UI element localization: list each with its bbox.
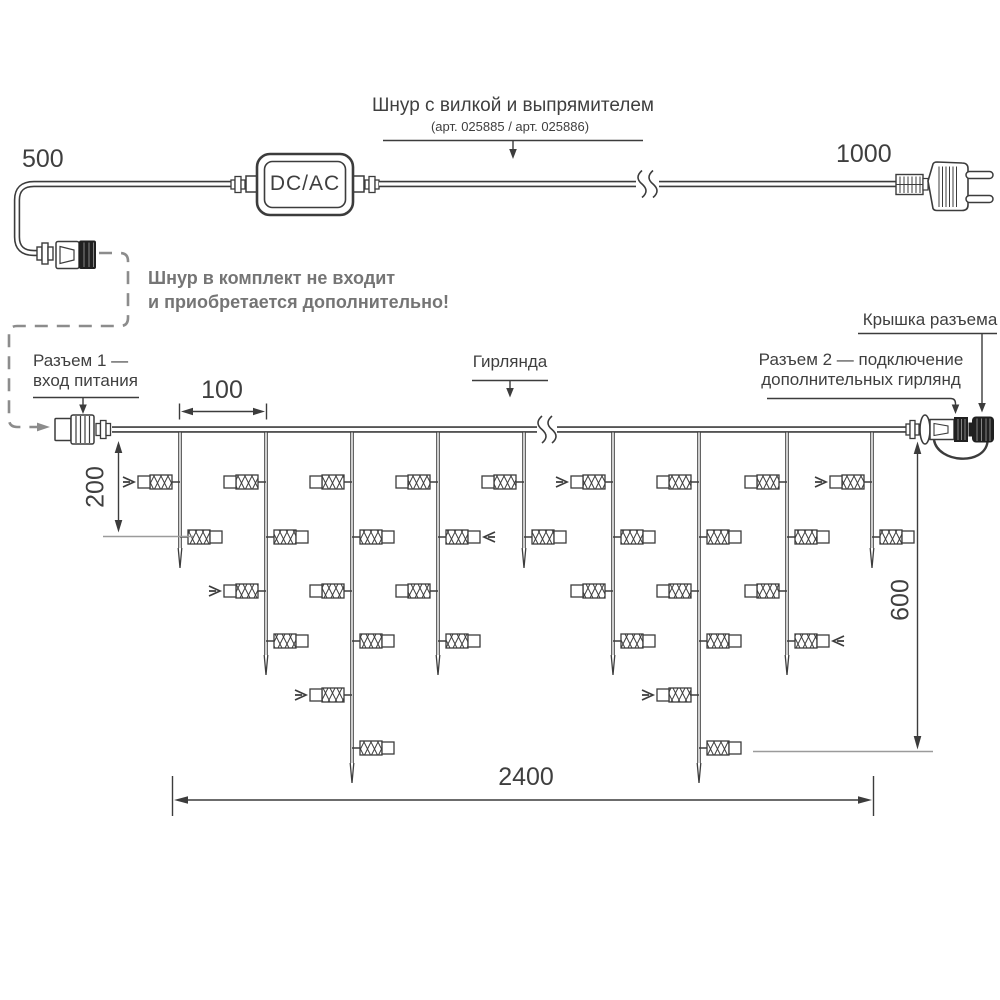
lamp-body	[150, 475, 172, 489]
dim-200-label: 200	[81, 466, 110, 508]
lamp	[745, 475, 787, 489]
garland-drop	[815, 433, 914, 569]
lamp-cap	[657, 585, 669, 597]
lamp	[266, 634, 308, 648]
lamp-cap	[396, 585, 408, 597]
dim-500-label: 500	[22, 145, 64, 173]
lamp-direction-arrow-icon	[123, 477, 134, 487]
lamp-cap	[310, 585, 322, 597]
garland-break-mark	[538, 416, 546, 443]
lamp	[352, 530, 394, 544]
lamp	[571, 584, 613, 598]
garland-drop	[295, 433, 394, 784]
lamp-cap	[382, 635, 394, 647]
lamp-direction-arrow-icon	[484, 532, 495, 542]
garland-input-connector	[55, 415, 111, 444]
garland-drop	[482, 433, 566, 569]
lamp	[642, 688, 699, 702]
dim-1000-label: 1000	[836, 140, 892, 168]
lamp-body	[669, 584, 691, 598]
drop-tip	[264, 655, 268, 675]
lamp	[438, 634, 480, 648]
lamp-body	[842, 475, 864, 489]
lamp-cap	[310, 476, 322, 488]
drop-tip	[870, 548, 874, 568]
lamp-body	[707, 634, 729, 648]
lamp-body	[583, 584, 605, 598]
lamp-cap	[729, 531, 741, 543]
garland-drop	[745, 433, 844, 676]
lamp-body	[494, 475, 516, 489]
lamp-cap	[643, 635, 655, 647]
lamp-cap	[224, 476, 236, 488]
garland-break-mark	[548, 416, 556, 443]
lamp-cap	[396, 476, 408, 488]
lamp	[745, 584, 787, 598]
lamp-body	[669, 475, 691, 489]
lamp-body	[795, 530, 817, 544]
lamp-body	[360, 634, 382, 648]
lamp-body	[236, 475, 258, 489]
dim-100-label: 100	[201, 376, 243, 404]
lamp-body	[322, 584, 344, 598]
lamp-body	[621, 530, 643, 544]
plug-prong	[966, 172, 993, 179]
garland-main-wire	[112, 416, 909, 443]
lamp	[699, 530, 741, 544]
lamp	[352, 741, 394, 755]
lamp-body	[322, 688, 344, 702]
note-line2: и приобретается дополнительно!	[148, 292, 449, 312]
lamp	[310, 584, 352, 598]
lamp-cap	[571, 476, 583, 488]
lamp	[209, 584, 266, 598]
lamp-cap	[382, 742, 394, 754]
dim-2400-label: 2400	[498, 763, 554, 791]
garland-pointer	[472, 381, 548, 398]
lamp-direction-arrow-icon	[815, 477, 826, 487]
cap-label: Крышка разъема	[862, 310, 998, 329]
power-cord-connector	[37, 241, 96, 270]
lamp-cap	[296, 635, 308, 647]
lamp-body	[408, 475, 430, 489]
lamp-cap	[554, 531, 566, 543]
dim-600-label: 600	[886, 579, 915, 621]
lamp	[699, 741, 741, 755]
lamp-cap	[468, 635, 480, 647]
lamp	[556, 475, 613, 489]
lamp-cap	[902, 531, 914, 543]
garland-drop	[556, 433, 655, 676]
lamp-body	[360, 530, 382, 544]
drop-tip	[178, 548, 182, 568]
drop-tip	[611, 655, 615, 675]
lamp-cap	[224, 585, 236, 597]
drop-tip	[522, 548, 526, 568]
lamp-body	[707, 530, 729, 544]
lamp-cap	[729, 635, 741, 647]
cap-strap	[934, 440, 988, 459]
lamp-cap	[657, 476, 669, 488]
drop-tip	[436, 655, 440, 675]
lamp	[266, 530, 308, 544]
lamp-body	[795, 634, 817, 648]
garland-drop	[642, 433, 741, 784]
lamp-cap	[138, 476, 150, 488]
connector2-pointer	[767, 399, 959, 415]
connector-cap	[969, 417, 995, 443]
cord-label-title: Шнур с вилкой и выпрямителем	[372, 95, 654, 116]
lamp-body	[274, 634, 296, 648]
lamp	[657, 584, 699, 598]
note-line1: Шнур в комплект не входит	[148, 268, 396, 288]
lamp-body	[621, 634, 643, 648]
cord-label-pointer	[383, 141, 643, 160]
lamp-body	[236, 584, 258, 598]
garland	[112, 416, 914, 783]
drop-tip	[785, 655, 789, 675]
lamp-direction-arrow-icon	[642, 690, 653, 700]
lamp-cap	[745, 585, 757, 597]
lamp	[699, 634, 741, 648]
lamp-cap	[817, 531, 829, 543]
lamp-body	[707, 741, 729, 755]
lamp-cap	[643, 531, 655, 543]
garland-label: Гирлянда	[472, 352, 548, 371]
power-cord-left-loop	[17, 184, 240, 253]
lamp-cap	[817, 635, 829, 647]
lamp	[123, 475, 180, 489]
lamp	[787, 530, 829, 544]
lamp-cap	[571, 585, 583, 597]
power-cord-right	[379, 171, 898, 198]
lamp	[657, 475, 699, 489]
lamp	[352, 634, 394, 648]
connector1-pointer	[33, 398, 139, 415]
dim-100	[180, 404, 267, 420]
lamp-body	[880, 530, 902, 544]
lamp-cap	[468, 531, 480, 543]
lamp	[524, 530, 566, 544]
garland-drop	[123, 433, 222, 569]
lamp-body	[669, 688, 691, 702]
converter-label: DC/AC	[269, 172, 341, 195]
lamp-direction-arrow-icon	[833, 636, 844, 646]
lamp-body	[360, 741, 382, 755]
lamp-direction-arrow-icon	[556, 477, 567, 487]
lamp-cap	[830, 476, 842, 488]
euro-plug	[896, 162, 993, 211]
lamp-cap	[729, 742, 741, 754]
lamp-direction-arrow-icon	[209, 586, 220, 596]
lamp-cap	[745, 476, 757, 488]
lamp	[224, 475, 266, 489]
lamp-body	[583, 475, 605, 489]
drop-tip	[697, 763, 701, 783]
lamp-direction-arrow-icon	[295, 690, 306, 700]
lamp-body	[446, 530, 468, 544]
cord-break-mark	[638, 171, 646, 198]
lamp	[396, 584, 438, 598]
lamp-cap	[296, 531, 308, 543]
cord-break-mark	[649, 171, 657, 198]
lamp	[787, 634, 844, 648]
lamp-body	[274, 530, 296, 544]
lamp	[872, 530, 914, 544]
lamp	[482, 475, 524, 489]
lamp-body	[757, 475, 779, 489]
lamp	[613, 530, 655, 544]
lamp-cap	[657, 689, 669, 701]
lamp-cap	[210, 531, 222, 543]
lamp	[310, 475, 352, 489]
lamp	[396, 475, 438, 489]
connector1-label-line1: Разъем 1 —	[33, 351, 129, 370]
lamp-body	[446, 634, 468, 648]
lamp-body	[532, 530, 554, 544]
lamp-cap	[382, 531, 394, 543]
connector2-label-line1: Разъем 2 — подключение	[758, 350, 964, 369]
connector1-label-line2: вход питания	[33, 371, 138, 390]
lamp-body	[322, 475, 344, 489]
garland-drop	[209, 433, 308, 676]
cord-label-articles: (арт. 025885 / арт. 025886)	[430, 119, 590, 134]
lamp	[295, 688, 352, 702]
lamp-body	[757, 584, 779, 598]
cord-not-included-dashed-path	[9, 253, 128, 431]
lamp-cap	[310, 689, 322, 701]
drop-tip	[350, 763, 354, 783]
lamp	[815, 475, 872, 489]
dashed-arrowhead	[37, 423, 50, 432]
lamp	[613, 634, 655, 648]
lamp-cap	[482, 476, 494, 488]
lamp-body	[408, 584, 430, 598]
plug-prong	[966, 196, 993, 203]
lamp	[438, 530, 495, 544]
garland-drop	[396, 433, 495, 676]
connector2-label-line2: дополнительных гирлянд	[761, 370, 961, 389]
